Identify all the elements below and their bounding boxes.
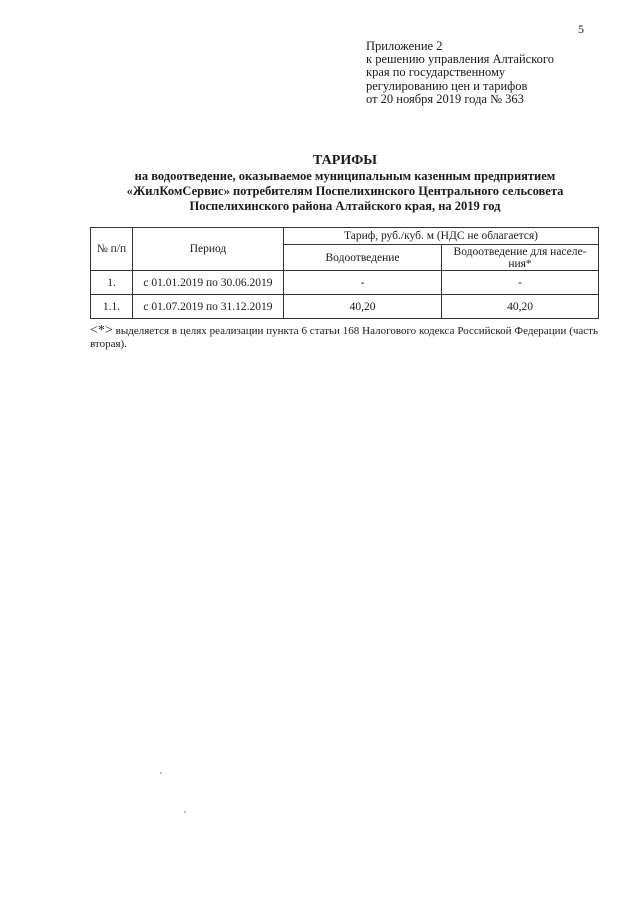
title-line: «ЖилКомСервис» потребителям Поспелихинского Центрального сельсовета [126,184,564,198]
cell-period: с 01.07.2019 по 31.12.2019 [133,295,284,319]
cell-drainage-population: 40,20 [442,295,599,319]
cell-num: 1.1. [91,295,133,319]
footnote-mark: <*> [90,323,113,338]
table-row [91,271,599,295]
cell-drainage-population: - [442,271,599,295]
title-line: на водоотведение, оказываемое муниципальным казенным предприятием [134,169,556,183]
cell-drainage: 40,20 [284,295,442,319]
appendix-block [366,40,554,106]
table-row [91,295,599,319]
header-period: Период [133,228,284,271]
appendix-line: регулированию цен и тарифов [366,78,528,93]
document-title [60,152,630,214]
footnote-text: выделяется в целях реализации пункта 6 статьи 168 Налогового кодекса Российской Федерации (часть вторая). [90,325,599,350]
header-drainage: Водоотведение [284,245,442,271]
footnote [90,324,598,351]
cell-period: с 01.01.2019 по 30.06.2019 [133,271,284,295]
header-tariff-group: Тариф, руб./куб. м (НДС не облагается) [284,228,599,245]
tariff-table [90,227,599,319]
appendix-line: Приложение 2 [366,39,443,53]
scan-speck [160,772,162,774]
appendix-line: от 20 ноября 2019 года № 363 [366,91,524,106]
appendix-line: края по государственному [366,65,506,80]
header-num: № п/п [91,228,133,271]
cell-num: 1. [91,271,133,295]
title-main: ТАРИФЫ [313,153,377,168]
cell-drainage: - [284,271,442,295]
header-drainage-population: Водоотведение для населе-ния* [442,245,599,271]
page-number: 5 [578,22,584,36]
scan-speck [184,811,186,813]
appendix-line: к решению управления Алтайского [366,52,554,67]
title-line: Поспелихинского района Алтайского края, на 2019 год [189,199,501,213]
